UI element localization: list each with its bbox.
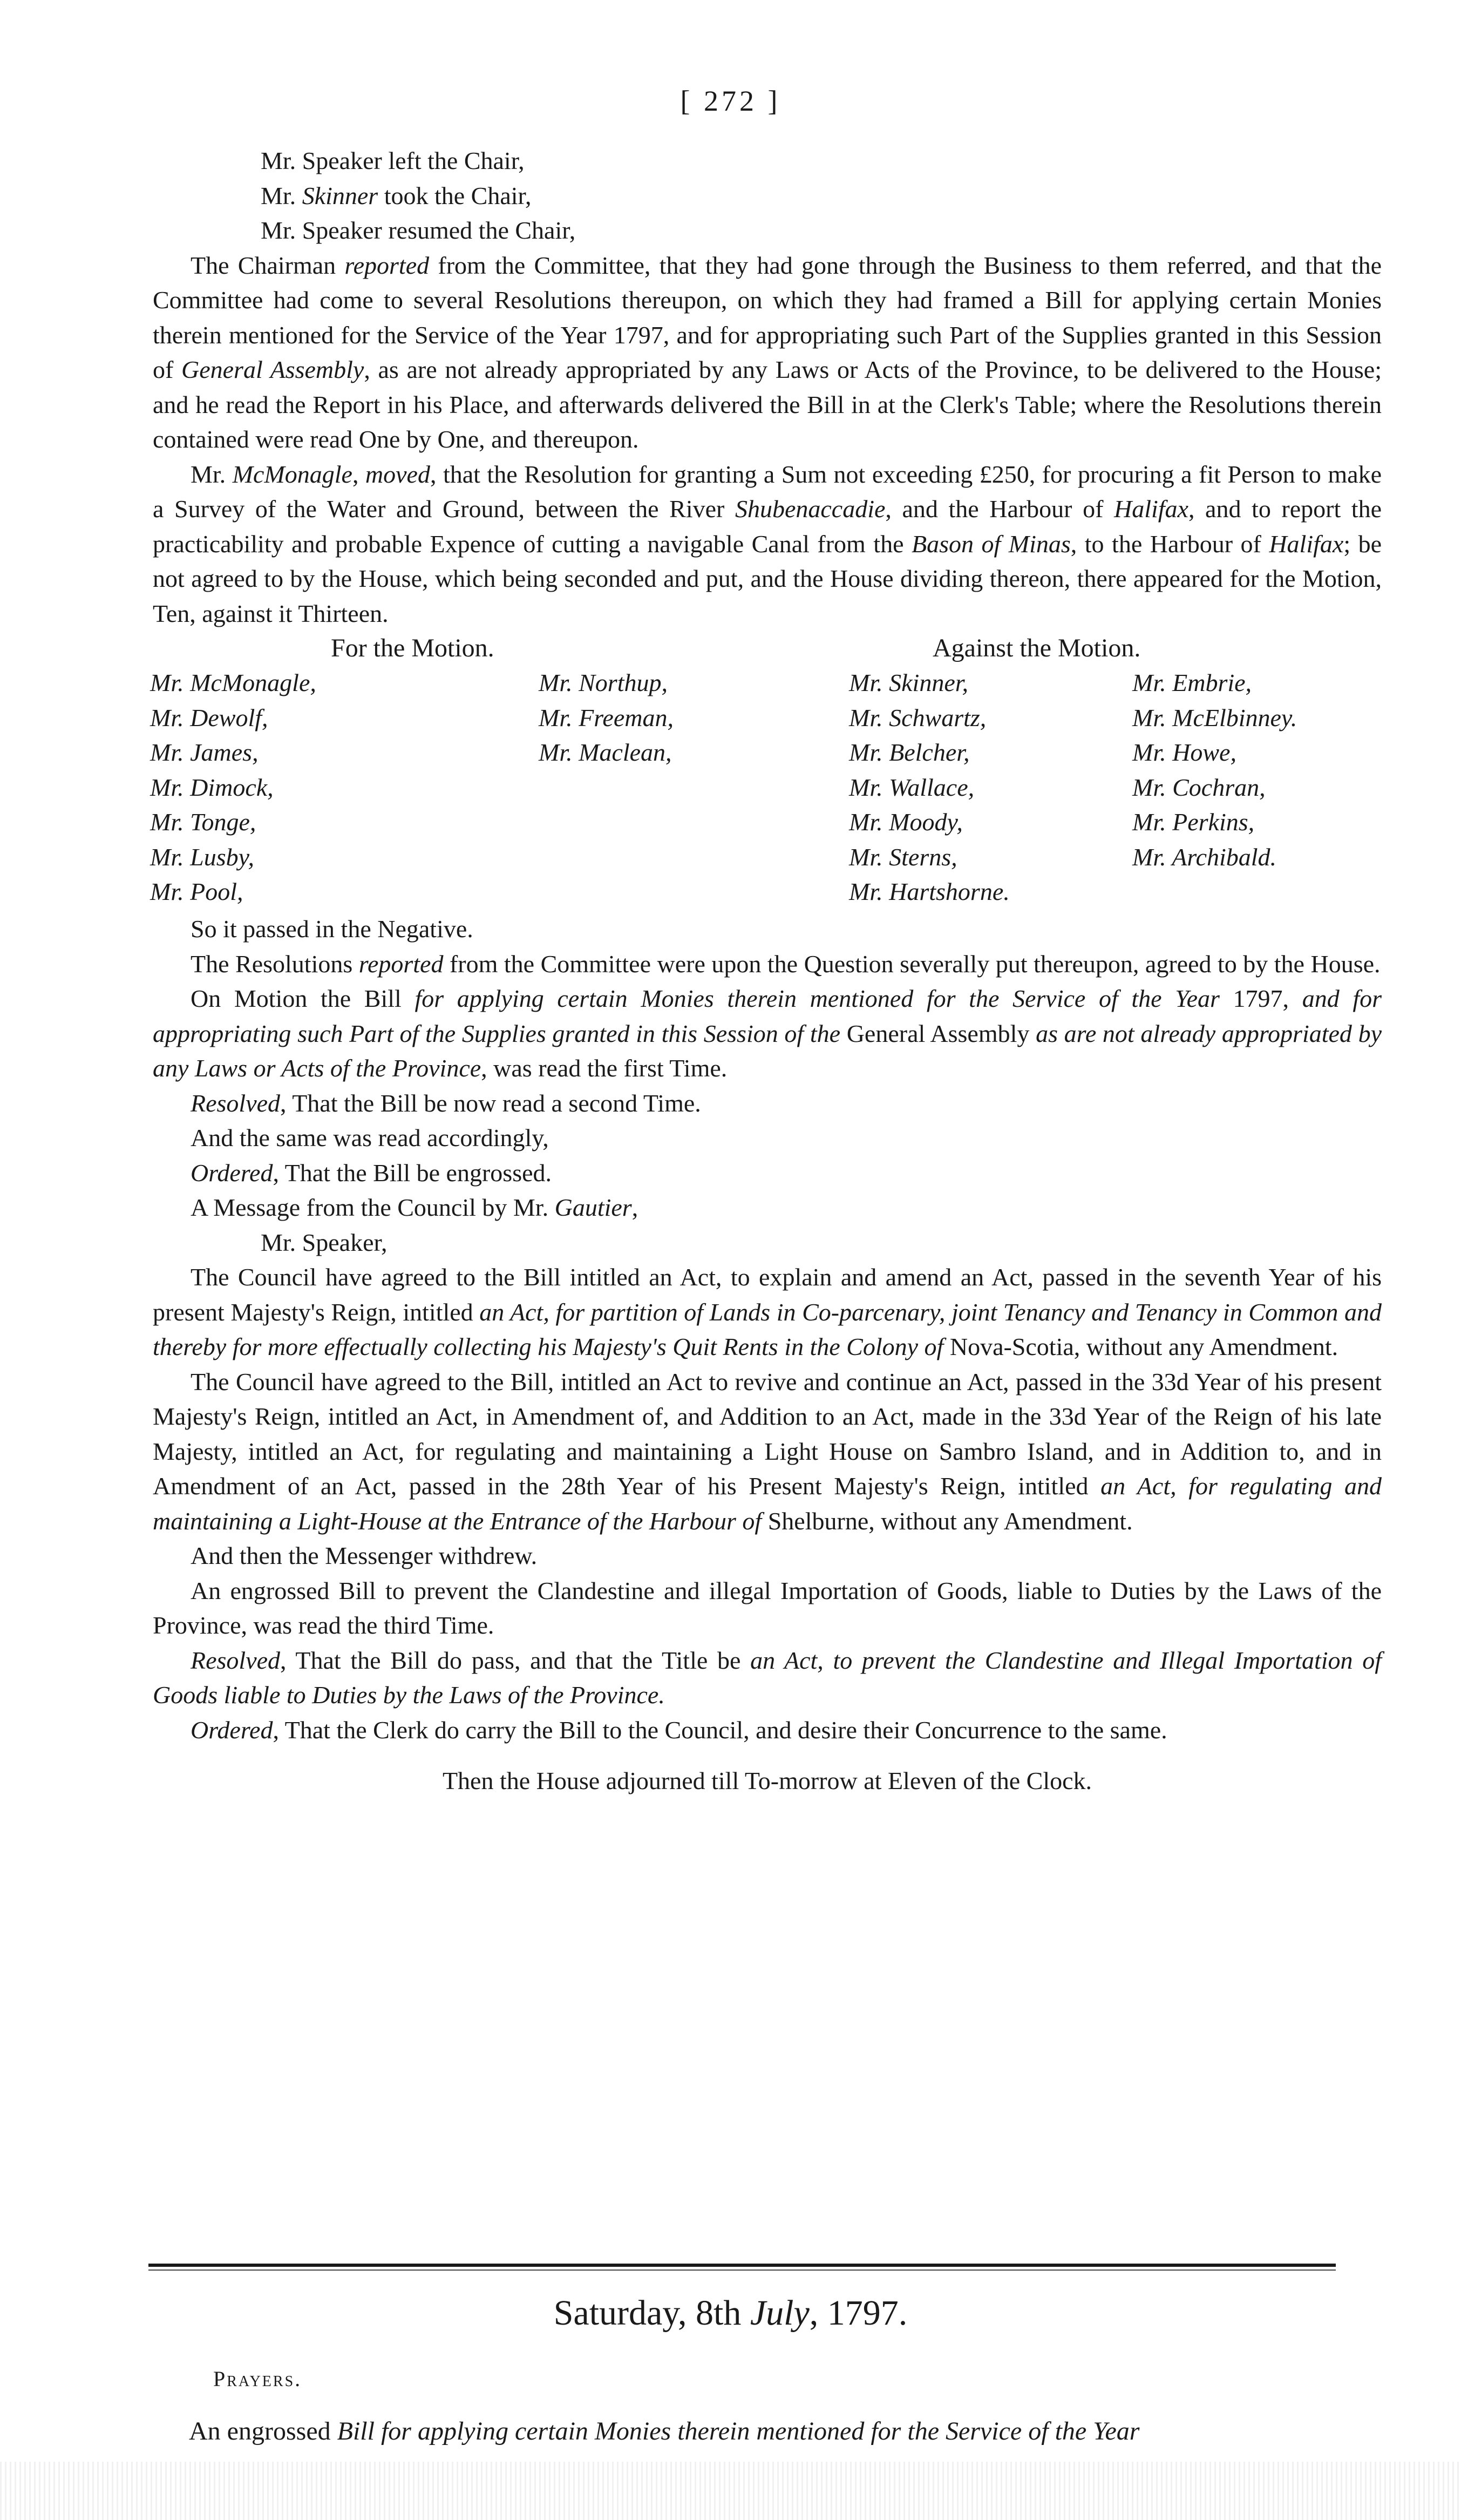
text-fragment: , and the Harbour of — [885, 495, 1114, 523]
text-fragment: A Message from the Council by Mr. — [191, 1194, 555, 1221]
member-name: Mr. McElbinney. — [1132, 703, 1297, 731]
italic-fragment: reported — [358, 950, 444, 978]
member-name: Mr. Lusby, — [150, 843, 254, 871]
italic-fragment: Resolved — [191, 1646, 281, 1674]
text-fragment: , 1797. — [809, 2293, 908, 2333]
text-fragment: , that the Resolution for granting a Sum not exceeding £250, for procuring a fit Person to make a Survey of the Water and Ground, between the River — [153, 460, 1382, 523]
text-fragment: The Council have agreed to the Bill intitled an Act, to explain and amend an Act, passed in the seventh Year of his present Majesty's Reign, intitled — [153, 1263, 1382, 1326]
text-fragment: Mr. — [191, 460, 233, 488]
resolved-pass-paragraph — [153, 1643, 1382, 1713]
messenger-withdrew-line: And then the Messenger withdrew. — [191, 1542, 538, 1569]
member-name: Mr. Tonge, — [150, 808, 256, 836]
council-message-line — [153, 1190, 1382, 1225]
italic-fragment: July — [750, 2293, 810, 2333]
against-motion-heading: Against the Motion. — [933, 634, 1141, 662]
text-fragment: , That the Bill be now read a second Time. — [280, 1089, 701, 1117]
council-agreed-paragraph-1 — [153, 1260, 1382, 1365]
italic-fragment: an Act, for partition of Lands in Co-parcenary, joint Tenancy and Tenancy in Common and thereby for more effectually collecting his Majesty's Quit Rents in the Colony of — [153, 1298, 1382, 1360]
italic-fragment: Bill for applying certain Monies therein mentioned for the Service of the Year — [337, 2417, 1140, 2446]
engrossed-bill-paragraph: An engrossed Bill to prevent the Clandestine and illegal Importation of Goods, liable to Duties by the Laws of the Province, was read the third Time. — [153, 1576, 1382, 1639]
text-fragment: The Council have agreed to the Bill, intitled an Act to revive and continue an Act, passed in the 33d Year of his present Majesty's Reign, intitled an Act, in Amendment of, and Addition to an Act, made in the 33d Year of the Reign of his late Majesty, intitled an Act, for regulating and maintaining a Light House on Sambro Island, and in Addition to, and in Amendment of an Act, passed in the 28th Year of his Present Majesty's Reign, intitled — [153, 1367, 1382, 1500]
text-fragment: An engrossed — [189, 2417, 337, 2446]
ordered-engrossed-line — [153, 1156, 1382, 1191]
member-name: Mr. Cochran, — [1132, 773, 1266, 801]
italic-fragment: Halifax — [1269, 530, 1344, 558]
italic-fragment: and for appropriating such Part of the Supplies granted in this Session of the — [153, 985, 1382, 1047]
text-fragment: , and to report the practicability and probable Expence of cutting a navigable Canal from the — [153, 495, 1382, 558]
text-fragment: , to the Harbour of — [1070, 530, 1269, 558]
member-name: Mr. Archibald. — [1132, 843, 1277, 871]
negative-line: So it passed in the Negative. — [191, 915, 473, 943]
resolved-second-reading — [153, 1086, 1382, 1121]
italic-fragment: Halifax — [1113, 495, 1188, 523]
for-column-2 — [539, 666, 674, 770]
for-column-1 — [150, 666, 316, 910]
italic-fragment: reported — [344, 251, 430, 279]
text-fragment: On Motion the Bill — [191, 985, 415, 1012]
italic-fragment: Gautier — [554, 1194, 632, 1221]
italic-fragment: for applying certain Monies therein mentioned for the Service of the Year — [414, 985, 1220, 1012]
text-fragment: , as are not already appropriated by any Laws or Acts of the Province, to be delivered to the House; and he read the Report in his Place, and afterwards delivered the Bill in at the Clerk's Table; where the Resolutions therein contained were read One by One, and thereupon. — [153, 356, 1382, 453]
member-name: Mr. Hartshorne. — [849, 878, 1010, 905]
text-fragment: , was read the first Time. — [481, 1054, 728, 1082]
member-name: Mr. Dimock, — [150, 773, 274, 801]
section-divider — [148, 2264, 1336, 2267]
member-name: Mr. Perkins, — [1132, 808, 1255, 836]
resolutions-paragraph — [153, 947, 1382, 982]
member-name: Mr. Maclean, — [539, 739, 672, 766]
journal-text — [150, 144, 1382, 1799]
text-fragment: General Assembly — [840, 1019, 1036, 1047]
prayers-heading: Prayers. — [213, 2367, 302, 2391]
ordered-clerk-paragraph — [153, 1713, 1382, 1748]
text-fragment: from the Committee were upon the Question severally put thereupon, agreed to by the House. — [443, 950, 1381, 978]
member-name: Mr. Northup, — [539, 669, 668, 696]
section-divider-thin — [148, 2270, 1336, 2271]
against-column-2 — [1132, 666, 1297, 875]
member-name: Mr. Dewolf, — [150, 703, 268, 731]
text-fragment: , — [631, 1194, 638, 1221]
read-accordingly-line: And the same was read accordingly, — [191, 1124, 549, 1151]
bill-first-reading-paragraph — [153, 981, 1382, 1086]
text-fragment: from the Committee, that they had gone through the Business to them referred, and that the Committee had come to several Resolutions thereupon, on which they had framed a Bill for applying certain Monies therein mentioned for the Service of the Year 1797, and for appropriating such Part of the Supplies granted in this Session of — [153, 251, 1382, 383]
division-list — [150, 631, 1382, 912]
member-name: Mr. Sterns, — [849, 843, 957, 871]
italic-fragment: an Act, for regulating and maintaining a Light-House at the Entrance of the Harbour of — [153, 1472, 1382, 1535]
member-name: Mr. McMonagle, — [150, 669, 316, 696]
text-fragment: 1797, — [1219, 985, 1302, 1012]
italic-fragment: Ordered — [191, 1716, 273, 1744]
italic-fragment: McMonagle — [232, 460, 352, 488]
date-heading — [0, 2292, 1461, 2335]
italic-fragment: Resolved — [191, 1089, 281, 1117]
text-fragment: The Chairman — [191, 251, 345, 279]
text-fragment: The Resolutions — [191, 950, 359, 978]
italic-fragment: Bason of Minas — [912, 530, 1071, 558]
member-name: Mr. Skinner, — [849, 669, 969, 696]
motion-paragraph — [153, 457, 1382, 632]
skinner-took-chair-line — [153, 179, 1382, 214]
text-fragment: took the Chair, — [378, 181, 532, 209]
text-fragment: , — [352, 460, 365, 488]
speaker-resumed-line: Mr. Speaker resumed the Chair, — [261, 216, 576, 244]
italic-name: Skinner — [302, 181, 378, 209]
text-fragment: , That the Clerk do carry the Bill to the Council, and desire their Concurrence to the same. — [273, 1716, 1167, 1744]
for-motion-heading: For the Motion. — [331, 634, 494, 662]
member-name: Mr. Moody, — [849, 808, 963, 836]
member-name: Mr. Embrie, — [1132, 669, 1252, 696]
member-name: Mr. Wallace, — [849, 773, 975, 801]
continued-line — [189, 2414, 1398, 2449]
member-name: Mr. Freeman, — [539, 703, 674, 731]
member-name: Mr. Pool, — [150, 878, 243, 905]
mr-speaker-line: Mr. Speaker, — [261, 1228, 388, 1256]
against-column-1 — [849, 666, 1010, 910]
text-fragment: Saturday, 8th — [553, 2293, 750, 2333]
italic-fragment: Shubenaccadie — [735, 495, 886, 523]
text-fragment: Nova-Scotia, without any Amendment. — [943, 1333, 1338, 1360]
member-name: Mr. James, — [150, 739, 259, 766]
text-fragment: Mr. — [261, 181, 302, 209]
member-name: Mr. Howe, — [1132, 739, 1236, 766]
text-fragment: , That the Bill do pass, and that the Title be — [280, 1646, 751, 1674]
page-edge-noise — [0, 2462, 1461, 2520]
member-name: Mr. Schwartz, — [849, 703, 987, 731]
italic-fragment: Ordered — [191, 1159, 273, 1187]
text-fragment: Shelburne, without any Amendment. — [762, 1507, 1133, 1535]
speaker-left-line: Mr. Speaker left the Chair, — [261, 147, 525, 174]
italic-fragment: moved — [365, 460, 430, 488]
member-name: Mr. Belcher, — [849, 739, 970, 766]
adjourned-line: Then the House adjourned till To-morrow at Eleven of the Clock. — [442, 1767, 1092, 1794]
italic-fragment: as are not already appropriated by any Laws or Acts of the Province — [153, 1019, 1382, 1082]
italic-fragment: General Assembly — [181, 356, 364, 383]
page-number: [ 272 ] — [680, 85, 781, 117]
italic-fragment: an Act, to prevent the Clandestine and Illegal Importation of Goods liable to Duties by the Laws of the Province. — [153, 1646, 1382, 1709]
chairman-report-paragraph — [153, 248, 1382, 457]
text-fragment: ; be not agreed to by the House, which being seconded and put, and the House dividing thereon, there appeared for the Motion, Ten, against it Thirteen. — [153, 530, 1382, 627]
text-fragment: , That the Bill be engrossed. — [273, 1159, 552, 1187]
council-agreed-paragraph-2 — [153, 1365, 1382, 1539]
